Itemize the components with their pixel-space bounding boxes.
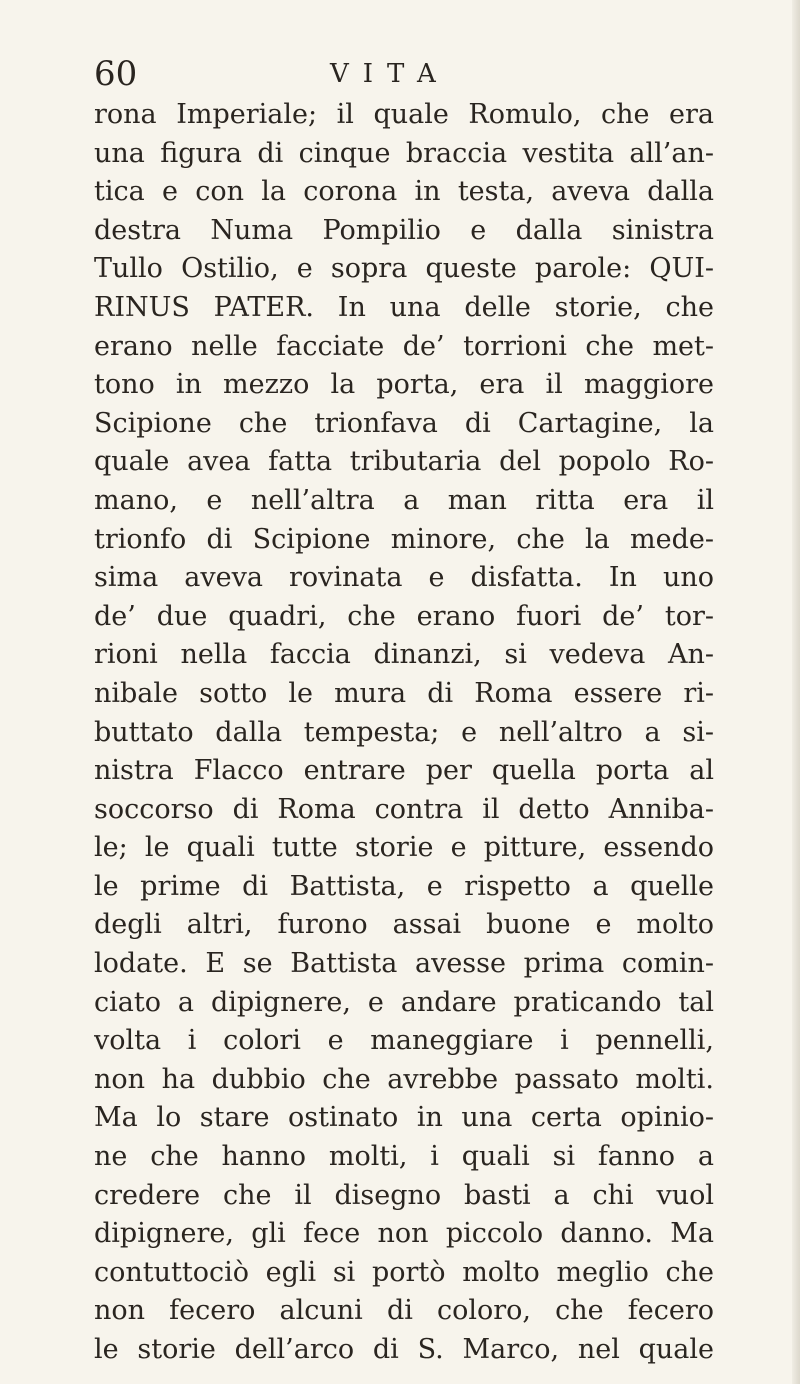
text-line: Ma lo stare ostinato in una certa opinio- [94, 1102, 714, 1134]
text-line: dipignere, gli fece non piccolo danno. Ma [94, 1218, 714, 1250]
text-line: tica e con la corona in testa, aveva dalla [94, 176, 714, 208]
text-line: mano, e nell’altra a man ritta era il [94, 484, 714, 516]
text-line: Scipione che trionfava di Cartagine, la [94, 407, 714, 439]
text-line: soccorso di Roma contra il detto Anniba- [94, 793, 714, 825]
text-line: non ha dubbio che avrebbe passato molti. [94, 1063, 714, 1095]
text-line: non fecero alcuni di coloro, che fecero [94, 1295, 714, 1327]
text-line: ne che hanno molti, i quali si fanno a [94, 1141, 714, 1173]
text-line: degli altri, furono assai buone e molto [94, 909, 714, 941]
text-line: quale avea fatta tributaria del popolo Ro- [94, 446, 714, 478]
text-line: una figura di cinque braccia vestita all’an- [94, 137, 714, 169]
text-line: erano nelle facciate de’ torrioni che met- [94, 330, 714, 362]
text-line: le prime di Battista, e rispetto a quelle [94, 870, 714, 902]
text-line: le storie dell’arco di S. Marco, nel quale [94, 1334, 714, 1365]
text-line: nistra Flacco entrare per quella porta al [94, 755, 714, 787]
text-line: destra Numa Pompilio e dalla sinistra [94, 214, 714, 246]
text-line: ciato a dipignere, e andare praticando tal [94, 986, 714, 1018]
running-head: VITA [330, 59, 450, 89]
text-line: RINUS PATER. In una delle storie, che [94, 291, 714, 323]
text-line: buttato dalla tempesta; e nell’altro a si- [94, 716, 714, 748]
text-line: trionfo di Scipione minore, che la mede- [94, 523, 714, 555]
text-line: rona Imperiale; il quale Romulo, che era [94, 99, 714, 130]
text-line: contuttociò egli si portò molto meglio che [94, 1256, 714, 1288]
page-number: 60 [94, 54, 138, 94]
text-line: de’ due quadri, che erano fuori de’ tor- [94, 600, 714, 632]
text-line: nibale sotto le mura di Roma essere ri- [94, 677, 714, 709]
page-header [94, 50, 714, 98]
text-line: tono in mezzo la porta, era il maggiore [94, 369, 714, 401]
text-line: rioni nella faccia dinanzi, si vedeva An- [94, 639, 714, 671]
text-line: Tullo Ostilio, e sopra queste parole: QUI- [94, 253, 714, 285]
body-text [94, 96, 714, 1370]
text-line: credere che il disegno basti a chi vuol [94, 1179, 714, 1211]
text-line: volta i colori e maneggiare i pennelli, [94, 1025, 714, 1057]
text-line: lodate. E se Battista avesse prima comin- [94, 948, 714, 980]
text-line: le; le quali tutte storie e pitture, essendo [94, 832, 714, 864]
paper-edge [792, 0, 800, 1384]
text-line: sima aveva rovinata e disfatta. In uno [94, 562, 714, 594]
